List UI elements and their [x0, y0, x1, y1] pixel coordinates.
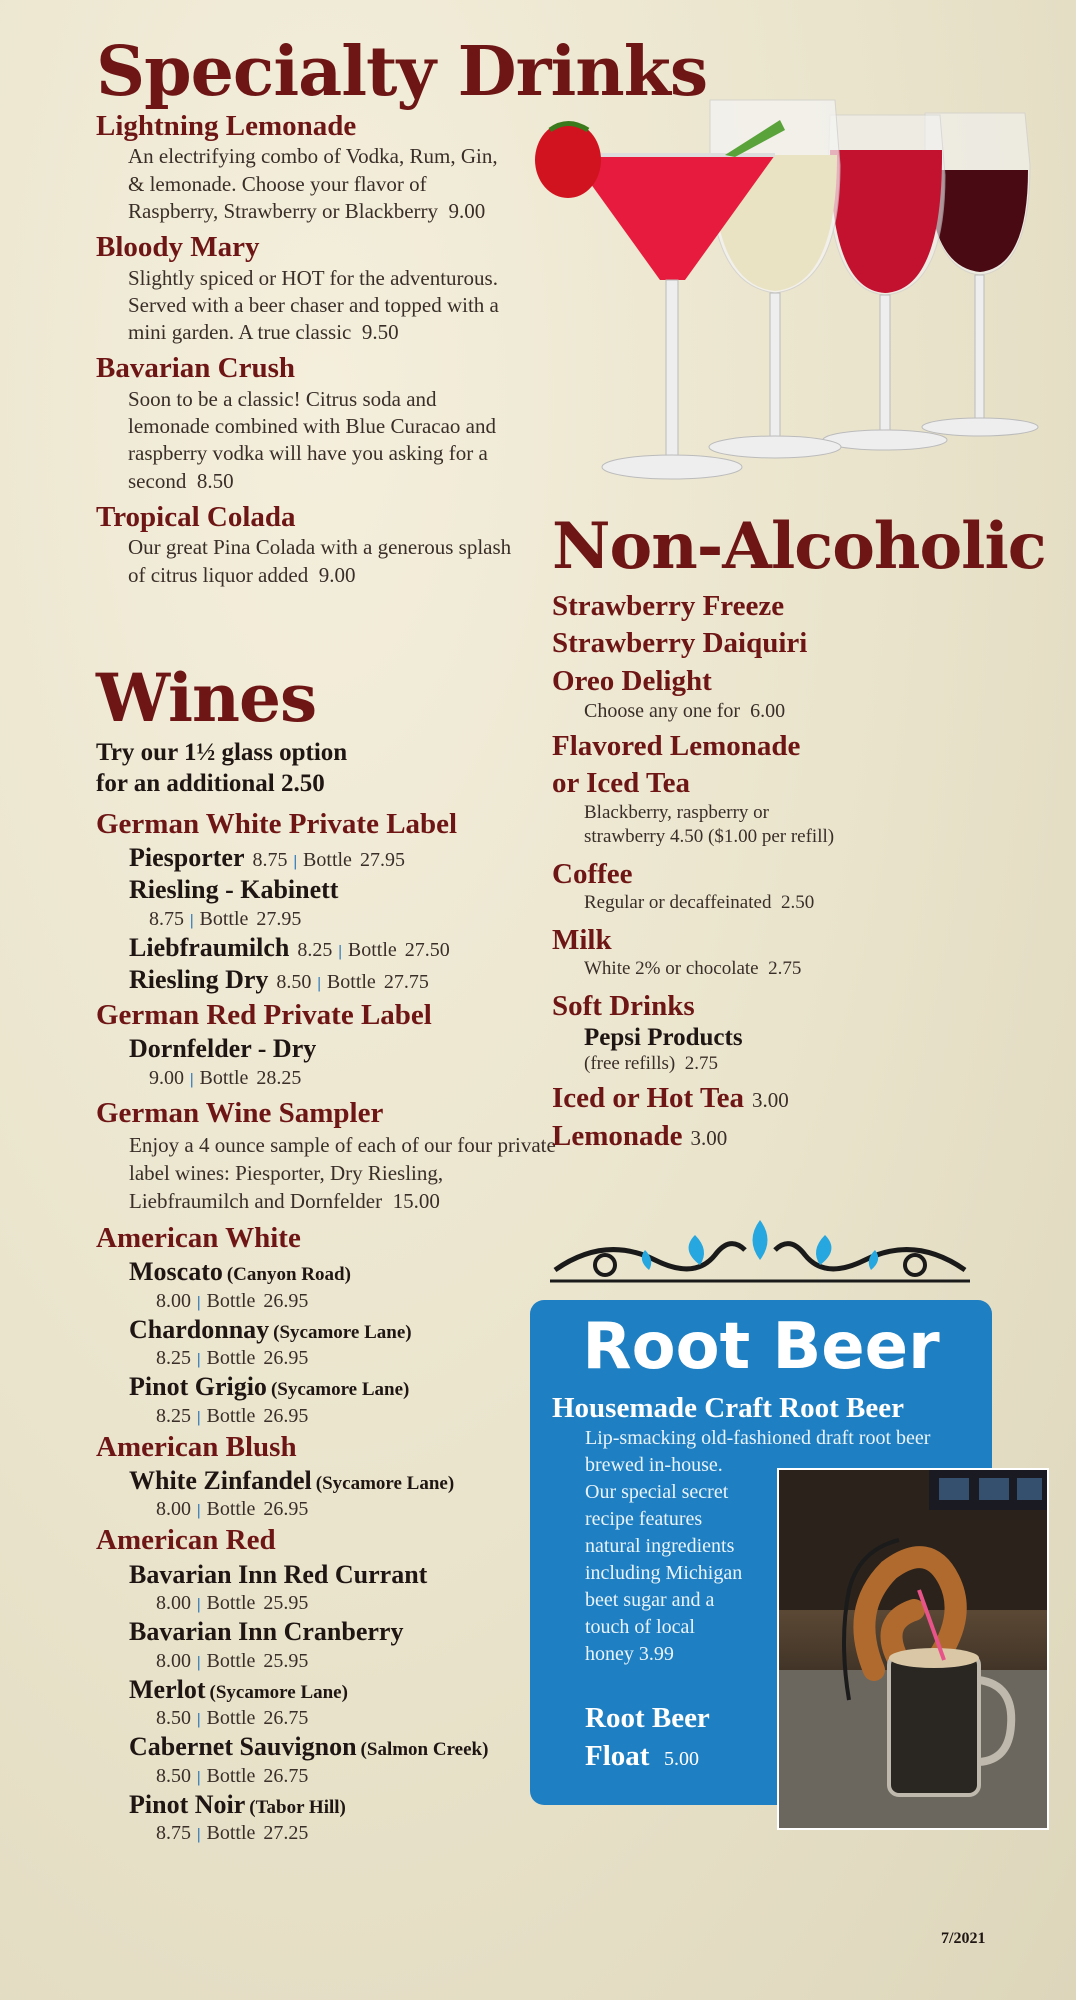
- tea-row: Iced or Hot Tea 3.00: [552, 1082, 789, 1115]
- nonalcoholic-list: [552, 590, 1032, 1153]
- american-red-items: [96, 1559, 556, 1847]
- american-blush-items: [96, 1465, 556, 1523]
- drink-desc: Slightly spiced or HOT for the adventurous. Served with a beer chaser and topped with a mini garden. A true classic 9.50: [128, 265, 499, 345]
- drink-desc: An electrifying combo of Vodka, Rum, Gin, & lemonade. Choose your flavor of Raspberry, Strawberry or Blackberry 9.00: [128, 144, 498, 223]
- lemonade-tea-title-2: or Iced Tea: [552, 767, 691, 800]
- nonalcoholic-title: Non-Alcoholic: [552, 509, 1046, 584]
- martini-glass: [570, 120, 785, 479]
- wine-row: Bavarian Inn Red Currant: [129, 1559, 428, 1589]
- root-beer-desc: Lip-smacking old-fashioned draft root beer brewed in-house. Our special secret recipe features natural ingredients including Michigan beet sugar and a touch of local honey 3.99: [585, 1427, 931, 1665]
- milk-title: Milk: [552, 924, 612, 957]
- pretzel-mug-image: [779, 1470, 1047, 1828]
- drink-name: Tropical Colada: [96, 501, 296, 533]
- wine-row: Liebfraumilch 8.25 | Bottle 27.50: [129, 932, 450, 962]
- sampler-title: German Wine Sampler: [96, 1096, 384, 1129]
- lemonade-tea-desc-2: strawberry 4.50 ($1.00 per refill): [584, 826, 835, 848]
- lemonade-tea-title-1: Flavored Lemonade: [552, 730, 801, 763]
- german-white-title: German White Private Label: [96, 807, 458, 840]
- american-blush-title: American Blush: [96, 1430, 297, 1463]
- coffee-desc: Regular or decaffeinated 2.50: [584, 892, 815, 914]
- sampler-desc: Enjoy a 4 ounce sample of each of our four private label wines: Piesporter, Dry Riesling, Liebfraumilch and Dornfelder 15.00: [129, 1132, 556, 1214]
- lemonade-tea-desc-1: Blackberry, raspberry or: [584, 801, 769, 823]
- cocktail-glasses-image: [530, 95, 1040, 515]
- wine-row: Pinot Grigio (Sycamore Lane): [129, 1372, 410, 1402]
- wine-row: Riesling - Kabinett: [129, 875, 339, 905]
- wine-row: Piesporter 8.75 | Bottle 27.95: [129, 842, 405, 872]
- wines-list: [96, 737, 556, 1846]
- specialty-title: Specialty Drinks: [96, 32, 708, 112]
- american-red-title: American Red: [96, 1524, 276, 1557]
- soft-drinks-desc: (free refills) 2.75: [584, 1052, 718, 1074]
- wine-price-row: 8.50 | Bottle 26.75: [156, 1707, 309, 1730]
- coffee-title: Coffee: [552, 858, 633, 891]
- wine-row: Chardonnay (Sycamore Lane): [129, 1314, 412, 1344]
- wine-price-row: 8.00 | Bottle 25.95: [156, 1592, 309, 1615]
- drink-name: Bavarian Crush: [96, 352, 296, 385]
- soft-drinks-title: Soft Drinks: [552, 990, 695, 1023]
- wines-intro-1: Try our 1½ glass option: [96, 739, 348, 766]
- strawberry-icon: [535, 122, 601, 198]
- german-white-items: [96, 842, 556, 997]
- lemonade-row: Lemonade 3.00: [552, 1119, 728, 1152]
- milk-desc: White 2% or chocolate 2.75: [584, 958, 802, 980]
- wine-row: Dornfelder - Dry: [129, 1034, 317, 1063]
- wine-price-row: 8.75 | Bottle 27.95: [149, 907, 302, 930]
- wine-row: Pinot Noir (Tabor Hill): [129, 1789, 346, 1819]
- root-beer-float: Root Beer Float 5.00: [585, 1702, 710, 1772]
- wine-row: Cabernet Sauvignon (Salmon Creek): [129, 1732, 489, 1762]
- german-red-title: German Red Private Label: [96, 998, 432, 1031]
- freeze-item-2: Strawberry Daiquiri: [552, 627, 808, 660]
- drink-name: Lightning Lemonade: [96, 110, 357, 142]
- freeze-item-1: Strawberry Freeze: [552, 590, 785, 622]
- german-red-items: [96, 1033, 556, 1091]
- wine-price-row: 8.25 | Bottle 26.95: [156, 1347, 309, 1370]
- root-beer-title: Root Beer: [582, 1310, 940, 1384]
- specialty-list: [96, 110, 516, 589]
- freeze-desc: Choose any one for 6.00: [584, 700, 786, 723]
- wine-price-row: 8.00 | Bottle 26.95: [156, 1289, 309, 1312]
- ornament-divider-icon: [545, 1215, 975, 1290]
- wine-row: Riesling Dry 8.50 | Bottle 27.75: [129, 965, 429, 995]
- wine-row: Moscato (Canyon Road): [129, 1257, 351, 1287]
- wine-row: Bavarian Inn Cranberry: [129, 1617, 404, 1647]
- drink-name: Bloody Mary: [96, 231, 260, 264]
- drink-desc: Our great Pina Colada with a generous splash of citrus liquor added 9.00: [128, 535, 512, 587]
- wines-title: Wines: [96, 659, 317, 737]
- wine-price-row: 8.25 | Bottle 26.95: [156, 1404, 309, 1427]
- freeze-item-3: Oreo Delight: [552, 664, 712, 697]
- wine-row: White Zinfandel (Sycamore Lane): [129, 1465, 455, 1495]
- wine-price-row: 9.00 | Bottle 28.25: [149, 1066, 302, 1089]
- wine-price-row: 8.00 | Bottle 25.95: [156, 1649, 309, 1672]
- rose-wine-glass: [823, 115, 947, 450]
- root-beer-photo: [777, 1468, 1049, 1830]
- wine-row: Merlot (Sycamore Lane): [129, 1674, 348, 1704]
- wine-price-row: 8.50 | Bottle 26.75: [156, 1764, 309, 1787]
- wine-price-row: 8.75 | Bottle 27.25: [156, 1822, 309, 1845]
- soft-drinks-sub: Pepsi Products: [584, 1023, 743, 1051]
- drink-desc: Soon to be a classic! Citrus soda and lemonade combined with Blue Curacao and raspberry vodka will have you asking for a second 8.50: [128, 386, 496, 493]
- menu-date: 7/2021: [941, 1930, 986, 1947]
- wine-price-row: 8.00 | Bottle 26.95: [156, 1498, 309, 1521]
- american-white-items: [96, 1256, 556, 1429]
- wines-intro-2: for an additional 2.50: [96, 770, 325, 798]
- root-beer-subtitle: Housemade Craft Root Beer: [552, 1392, 904, 1424]
- american-white-title: American White: [96, 1221, 301, 1254]
